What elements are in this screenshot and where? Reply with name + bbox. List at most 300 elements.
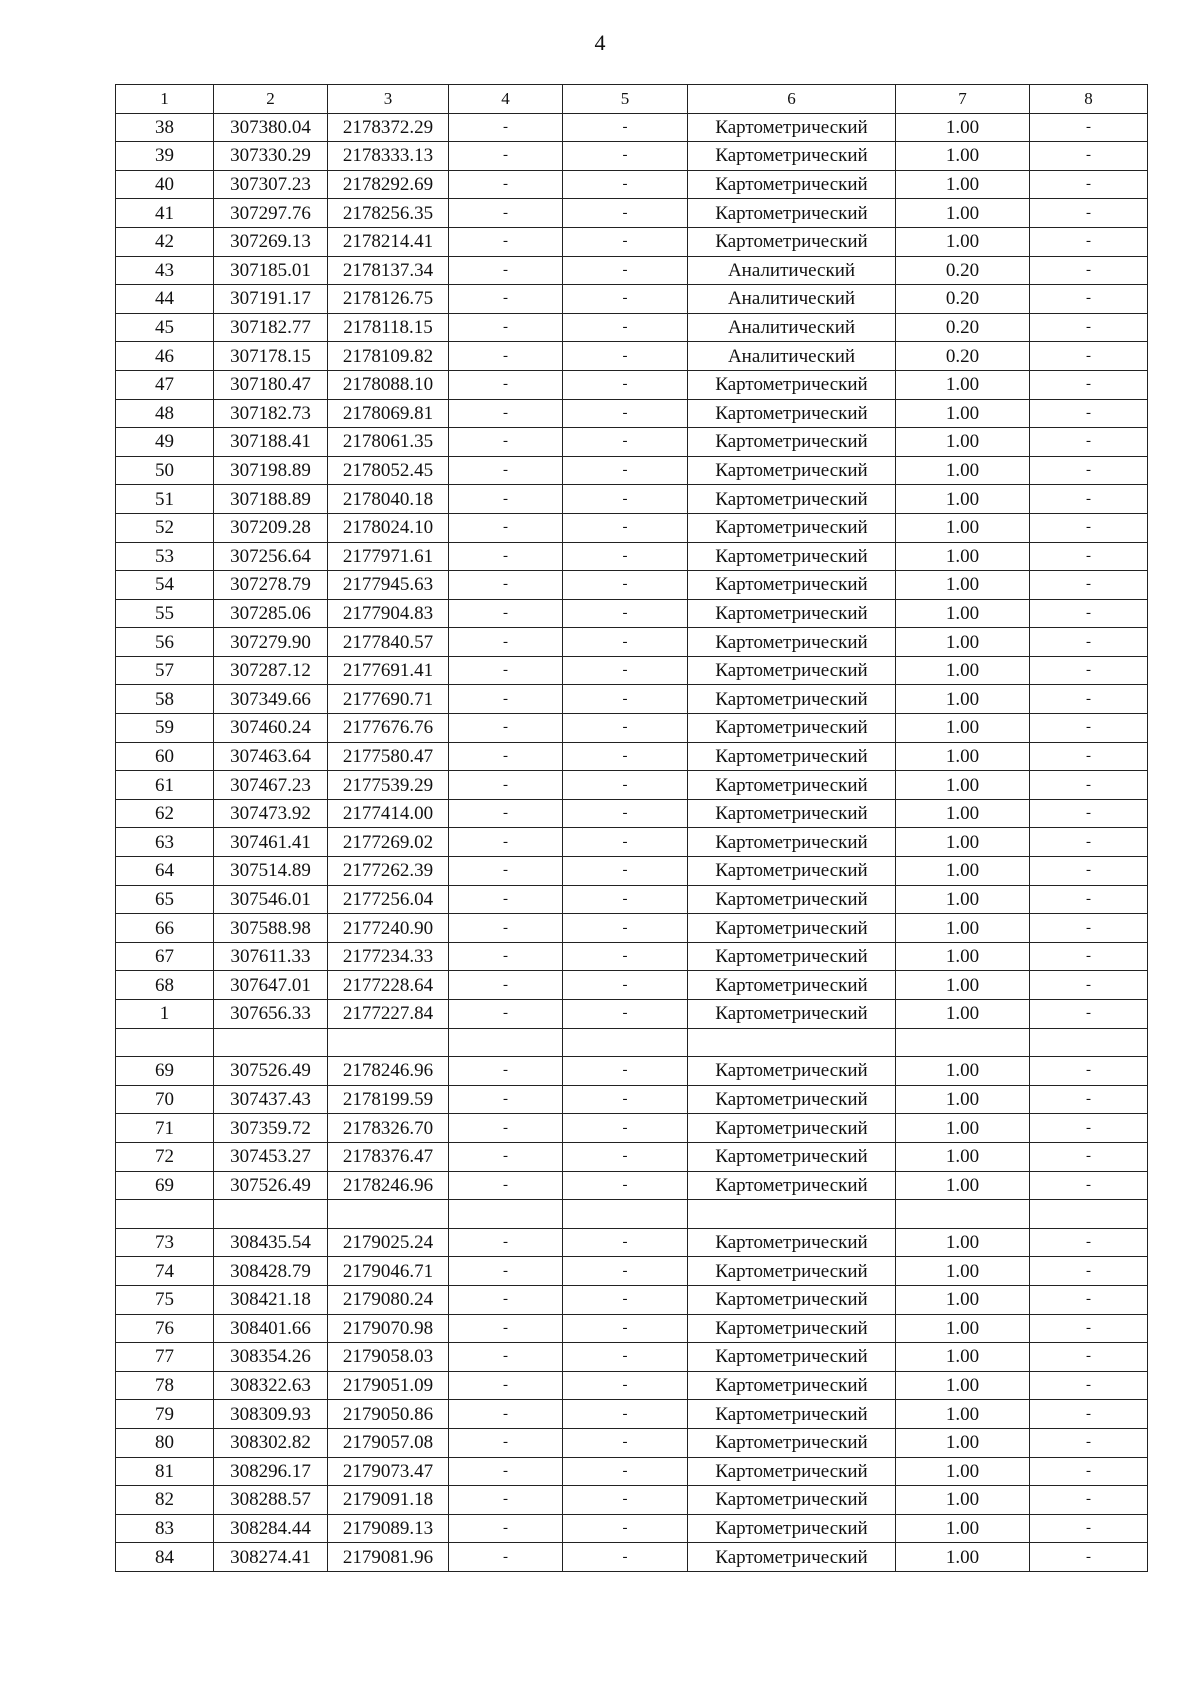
column-4-cell: - — [449, 714, 563, 743]
method-cell: Картометрический — [688, 1343, 896, 1372]
precision-cell: 1.00 — [896, 885, 1030, 914]
method-cell: Картометрический — [688, 513, 896, 542]
method-cell: Картометрический — [688, 1057, 896, 1086]
y-coordinate-cell: 2179080.24 — [328, 1285, 449, 1314]
table-row — [116, 342, 1148, 371]
precision-cell — [896, 1200, 1030, 1229]
column-5-cell: - — [563, 828, 688, 857]
column-5-cell: - — [563, 542, 688, 571]
x-coordinate-cell: 307461.41 — [214, 828, 328, 857]
precision-cell: 1.00 — [896, 799, 1030, 828]
column-4-cell: - — [449, 1114, 563, 1143]
precision-cell: 1.00 — [896, 1285, 1030, 1314]
column-8-cell: - — [1030, 714, 1148, 743]
x-coordinate-cell: 307467.23 — [214, 771, 328, 800]
point-number-cell: 1 — [116, 1000, 214, 1029]
x-coordinate-cell: 307188.89 — [214, 485, 328, 514]
method-cell: Картометрический — [688, 771, 896, 800]
column-8-cell: - — [1030, 1142, 1148, 1171]
x-coordinate-cell: 308302.82 — [214, 1428, 328, 1457]
x-coordinate-cell: 307269.13 — [214, 227, 328, 256]
point-number-cell: 60 — [116, 742, 214, 771]
column-8-cell: - — [1030, 914, 1148, 943]
precision-cell: 1.00 — [896, 1257, 1030, 1286]
method-cell: Картометрический — [688, 1085, 896, 1114]
x-coordinate-cell: 307359.72 — [214, 1114, 328, 1143]
table-row — [116, 857, 1148, 886]
column-8-cell: - — [1030, 485, 1148, 514]
column-4-cell: - — [449, 542, 563, 571]
column-8-cell: - — [1030, 1343, 1148, 1372]
y-coordinate-cell: 2178246.96 — [328, 1057, 449, 1086]
point-number-cell: 39 — [116, 142, 214, 171]
x-coordinate-cell: 307514.89 — [214, 857, 328, 886]
column-8-cell — [1030, 1200, 1148, 1229]
table-row — [116, 914, 1148, 943]
column-5-cell: - — [563, 1400, 688, 1429]
y-coordinate-cell: 2179025.24 — [328, 1228, 449, 1257]
column-8-cell: - — [1030, 370, 1148, 399]
point-number-cell: 46 — [116, 342, 214, 371]
table-row — [116, 370, 1148, 399]
column-8-cell: - — [1030, 428, 1148, 457]
column-5-cell: - — [563, 1114, 688, 1143]
x-coordinate-cell: 307453.27 — [214, 1142, 328, 1171]
column-5-cell: - — [563, 1428, 688, 1457]
method-cell: Картометрический — [688, 799, 896, 828]
point-number-cell: 75 — [116, 1285, 214, 1314]
table-row — [116, 1171, 1148, 1200]
precision-cell: 1.00 — [896, 1314, 1030, 1343]
column-8-cell: - — [1030, 1371, 1148, 1400]
precision-cell: 1.00 — [896, 113, 1030, 142]
x-coordinate-cell: 308354.26 — [214, 1343, 328, 1372]
table-row — [116, 1000, 1148, 1029]
column-8-cell: - — [1030, 1228, 1148, 1257]
precision-cell: 1.00 — [896, 742, 1030, 771]
point-number-cell: 53 — [116, 542, 214, 571]
y-coordinate-cell: 2177414.00 — [328, 799, 449, 828]
point-number-cell: 59 — [116, 714, 214, 743]
table-row — [116, 1514, 1148, 1543]
x-coordinate-cell: 308288.57 — [214, 1486, 328, 1515]
table-row — [116, 227, 1148, 256]
column-4-cell: - — [449, 1400, 563, 1429]
x-coordinate-cell: 307546.01 — [214, 885, 328, 914]
column-header: 6 — [688, 85, 896, 114]
column-8-cell: - — [1030, 1257, 1148, 1286]
column-header: 1 — [116, 85, 214, 114]
column-4-cell: - — [449, 799, 563, 828]
x-coordinate-cell: 307647.01 — [214, 971, 328, 1000]
column-8-cell: - — [1030, 799, 1148, 828]
precision-cell: 1.00 — [896, 914, 1030, 943]
precision-cell: 1.00 — [896, 485, 1030, 514]
column-4-cell: - — [449, 1228, 563, 1257]
method-cell: Картометрический — [688, 1428, 896, 1457]
column-5-cell: - — [563, 1543, 688, 1572]
table-row — [116, 1228, 1148, 1257]
precision-cell: 1.00 — [896, 1371, 1030, 1400]
method-cell: Картометрический — [688, 370, 896, 399]
point-number-cell: 54 — [116, 571, 214, 600]
table-row — [116, 1257, 1148, 1286]
y-coordinate-cell: 2179081.96 — [328, 1543, 449, 1572]
column-5-cell: - — [563, 313, 688, 342]
column-4-cell: - — [449, 227, 563, 256]
y-coordinate-cell: 2179050.86 — [328, 1400, 449, 1429]
column-5-cell: - — [563, 628, 688, 657]
point-number-cell: 77 — [116, 1343, 214, 1372]
precision-cell: 1.00 — [896, 542, 1030, 571]
method-cell: Картометрический — [688, 428, 896, 457]
column-4-cell: - — [449, 456, 563, 485]
precision-cell: 1.00 — [896, 971, 1030, 1000]
column-8-cell: - — [1030, 1428, 1148, 1457]
column-5-cell: - — [563, 370, 688, 399]
column-5-cell: - — [563, 428, 688, 457]
y-coordinate-cell: 2179089.13 — [328, 1514, 449, 1543]
column-8-cell: - — [1030, 1000, 1148, 1029]
precision-cell: 1.00 — [896, 1114, 1030, 1143]
column-4-cell: - — [449, 1343, 563, 1372]
precision-cell: 1.00 — [896, 1514, 1030, 1543]
column-4-cell — [449, 1028, 563, 1057]
point-number-cell: 83 — [116, 1514, 214, 1543]
column-8-cell: - — [1030, 1514, 1148, 1543]
y-coordinate-cell: 2179057.08 — [328, 1428, 449, 1457]
column-4-cell: - — [449, 199, 563, 228]
column-5-cell: - — [563, 1457, 688, 1486]
column-8-cell: - — [1030, 656, 1148, 685]
x-coordinate-cell: 308401.66 — [214, 1314, 328, 1343]
column-4-cell: - — [449, 370, 563, 399]
column-5-cell: - — [563, 742, 688, 771]
x-coordinate-cell: 307278.79 — [214, 571, 328, 600]
table-row — [116, 742, 1148, 771]
table-row — [116, 285, 1148, 314]
x-coordinate-cell: 307287.12 — [214, 656, 328, 685]
x-coordinate-cell — [214, 1200, 328, 1229]
y-coordinate-cell: 2179091.18 — [328, 1486, 449, 1515]
point-number-cell: 42 — [116, 227, 214, 256]
column-5-cell: - — [563, 1486, 688, 1515]
precision-cell: 1.00 — [896, 370, 1030, 399]
y-coordinate-cell: 2178040.18 — [328, 485, 449, 514]
page-number: 4 — [594, 30, 606, 55]
x-coordinate-cell: 308274.41 — [214, 1543, 328, 1572]
column-8-cell: - — [1030, 742, 1148, 771]
x-coordinate-cell: 307588.98 — [214, 914, 328, 943]
column-8-cell: - — [1030, 1314, 1148, 1343]
method-cell: Картометрический — [688, 1142, 896, 1171]
column-4-cell: - — [449, 1371, 563, 1400]
table-row — [116, 485, 1148, 514]
x-coordinate-cell: 307611.33 — [214, 942, 328, 971]
method-cell: Картометрический — [688, 227, 896, 256]
y-coordinate-cell: 2178118.15 — [328, 313, 449, 342]
column-5-cell: - — [563, 1314, 688, 1343]
column-4-cell: - — [449, 170, 563, 199]
column-5-cell: - — [563, 1000, 688, 1029]
point-number-cell: 74 — [116, 1257, 214, 1286]
method-cell: Картометрический — [688, 628, 896, 657]
column-8-cell: - — [1030, 456, 1148, 485]
point-number-cell: 51 — [116, 485, 214, 514]
table-row — [116, 1200, 1148, 1229]
table-row — [116, 1543, 1148, 1572]
precision-cell: 1.00 — [896, 628, 1030, 657]
x-coordinate-cell: 307526.49 — [214, 1057, 328, 1086]
precision-cell: 1.00 — [896, 513, 1030, 542]
column-5-cell: - — [563, 513, 688, 542]
method-cell: Картометрический — [688, 456, 896, 485]
point-number-cell: 80 — [116, 1428, 214, 1457]
y-coordinate-cell: 2179046.71 — [328, 1257, 449, 1286]
column-4-cell: - — [449, 828, 563, 857]
point-number-cell: 62 — [116, 799, 214, 828]
x-coordinate-cell: 307182.73 — [214, 399, 328, 428]
point-number-cell: 52 — [116, 513, 214, 542]
precision-cell: 1.00 — [896, 1428, 1030, 1457]
y-coordinate-cell: 2177904.83 — [328, 599, 449, 628]
column-8-cell: - — [1030, 170, 1148, 199]
method-cell: Картометрический — [688, 971, 896, 1000]
precision-cell: 1.00 — [896, 828, 1030, 857]
column-4-cell: - — [449, 628, 563, 657]
column-4-cell: - — [449, 1057, 563, 1086]
y-coordinate-cell: 2177971.61 — [328, 542, 449, 571]
x-coordinate-cell: 307460.24 — [214, 714, 328, 743]
method-cell: Картометрический — [688, 1543, 896, 1572]
column-5-cell: - — [563, 685, 688, 714]
x-coordinate-cell: 307279.90 — [214, 628, 328, 657]
column-8-cell: - — [1030, 628, 1148, 657]
column-4-cell: - — [449, 971, 563, 1000]
x-coordinate-cell: 308322.63 — [214, 1371, 328, 1400]
column-5-cell: - — [563, 971, 688, 1000]
column-4-cell: - — [449, 1142, 563, 1171]
column-8-cell: - — [1030, 1543, 1148, 1572]
y-coordinate-cell: 2177228.64 — [328, 971, 449, 1000]
y-coordinate-cell — [328, 1028, 449, 1057]
method-cell: Картометрический — [688, 1400, 896, 1429]
table-row — [116, 1114, 1148, 1143]
column-4-cell: - — [449, 1285, 563, 1314]
y-coordinate-cell: 2178088.10 — [328, 370, 449, 399]
y-coordinate-cell: 2179058.03 — [328, 1343, 449, 1372]
method-cell: Картометрический — [688, 571, 896, 600]
column-8-cell: - — [1030, 142, 1148, 171]
table-body — [116, 85, 1148, 1572]
y-coordinate-cell: 2178246.96 — [328, 1171, 449, 1200]
y-coordinate-cell: 2178069.81 — [328, 399, 449, 428]
column-4-cell: - — [449, 885, 563, 914]
precision-cell: 0.20 — [896, 342, 1030, 371]
precision-cell: 1.00 — [896, 170, 1030, 199]
column-5-cell: - — [563, 485, 688, 514]
point-number-cell: 44 — [116, 285, 214, 314]
precision-cell: 1.00 — [896, 771, 1030, 800]
column-5-cell: - — [563, 1085, 688, 1114]
column-8-cell: - — [1030, 828, 1148, 857]
precision-cell: 1.00 — [896, 571, 1030, 600]
x-coordinate-cell: 307178.15 — [214, 342, 328, 371]
column-8-cell: - — [1030, 857, 1148, 886]
method-cell: Картометрический — [688, 714, 896, 743]
point-number-cell: 71 — [116, 1114, 214, 1143]
point-number-cell: 61 — [116, 771, 214, 800]
table-row — [116, 513, 1148, 542]
table-row — [116, 399, 1148, 428]
precision-cell: 1.00 — [896, 942, 1030, 971]
precision-cell: 1.00 — [896, 456, 1030, 485]
point-number-cell: 66 — [116, 914, 214, 943]
y-coordinate-cell: 2178126.75 — [328, 285, 449, 314]
column-8-cell: - — [1030, 571, 1148, 600]
y-coordinate-cell: 2177269.02 — [328, 828, 449, 857]
column-5-cell: - — [563, 142, 688, 171]
point-number-cell: 43 — [116, 256, 214, 285]
x-coordinate-cell: 307437.43 — [214, 1085, 328, 1114]
precision-cell: 1.00 — [896, 857, 1030, 886]
method-cell: Аналитический — [688, 313, 896, 342]
column-4-cell — [449, 1200, 563, 1229]
column-5-cell: - — [563, 714, 688, 743]
precision-cell: 1.00 — [896, 1228, 1030, 1257]
precision-cell: 1.00 — [896, 1142, 1030, 1171]
method-cell: Аналитический — [688, 342, 896, 371]
method-cell: Картометрический — [688, 1114, 896, 1143]
column-4-cell: - — [449, 656, 563, 685]
point-number-cell: 45 — [116, 313, 214, 342]
table-row — [116, 599, 1148, 628]
y-coordinate-cell: 2177690.71 — [328, 685, 449, 714]
column-5-cell — [563, 1028, 688, 1057]
method-cell: Картометрический — [688, 1457, 896, 1486]
precision-cell: 1.00 — [896, 1457, 1030, 1486]
column-5-cell: - — [563, 170, 688, 199]
y-coordinate-cell: 2178376.47 — [328, 1142, 449, 1171]
column-4-cell: - — [449, 513, 563, 542]
column-4-cell: - — [449, 399, 563, 428]
column-header: 4 — [449, 85, 563, 114]
column-4-cell: - — [449, 1257, 563, 1286]
column-8-cell: - — [1030, 1400, 1148, 1429]
method-cell: Картометрический — [688, 1228, 896, 1257]
column-header: 3 — [328, 85, 449, 114]
precision-cell: 1.00 — [896, 399, 1030, 428]
point-number-cell — [116, 1200, 214, 1229]
method-cell: Картометрический — [688, 656, 896, 685]
column-4-cell: - — [449, 1514, 563, 1543]
column-4-cell: - — [449, 142, 563, 171]
y-coordinate-cell: 2178024.10 — [328, 513, 449, 542]
precision-cell: 1.00 — [896, 1486, 1030, 1515]
table-row — [116, 828, 1148, 857]
point-number-cell: 81 — [116, 1457, 214, 1486]
column-5-cell — [563, 1200, 688, 1229]
table-row — [116, 656, 1148, 685]
y-coordinate-cell: 2177840.57 — [328, 628, 449, 657]
y-coordinate-cell: 2178372.29 — [328, 113, 449, 142]
column-8-cell: - — [1030, 942, 1148, 971]
point-number-cell: 79 — [116, 1400, 214, 1429]
table-row — [116, 313, 1148, 342]
table-row — [116, 1428, 1148, 1457]
table-row — [116, 199, 1148, 228]
y-coordinate-cell: 2178214.41 — [328, 227, 449, 256]
method-cell: Картометрический — [688, 142, 896, 171]
table-row — [116, 1085, 1148, 1114]
point-number-cell: 76 — [116, 1314, 214, 1343]
column-8-cell: - — [1030, 227, 1148, 256]
column-5-cell: - — [563, 914, 688, 943]
column-4-cell: - — [449, 1171, 563, 1200]
x-coordinate-cell: 307188.41 — [214, 428, 328, 457]
y-coordinate-cell: 2179070.98 — [328, 1314, 449, 1343]
y-coordinate-cell: 2178137.34 — [328, 256, 449, 285]
precision-cell: 0.20 — [896, 313, 1030, 342]
column-5-cell: - — [563, 571, 688, 600]
column-5-cell: - — [563, 1142, 688, 1171]
precision-cell: 1.00 — [896, 1000, 1030, 1029]
column-4-cell: - — [449, 1085, 563, 1114]
column-5-cell: - — [563, 656, 688, 685]
column-5-cell: - — [563, 942, 688, 971]
point-number-cell: 55 — [116, 599, 214, 628]
column-4-cell: - — [449, 771, 563, 800]
table-row — [116, 971, 1148, 1000]
point-number-cell: 57 — [116, 656, 214, 685]
method-cell: Картометрический — [688, 599, 896, 628]
column-header: 2 — [214, 85, 328, 114]
y-coordinate-cell: 2177262.39 — [328, 857, 449, 886]
table-row — [116, 170, 1148, 199]
table-row — [116, 428, 1148, 457]
precision-cell: 1.00 — [896, 1400, 1030, 1429]
column-header: 5 — [563, 85, 688, 114]
method-cell: Картометрический — [688, 1000, 896, 1029]
precision-cell: 1.00 — [896, 428, 1030, 457]
method-cell: Картометрический — [688, 170, 896, 199]
method-cell: Картометрический — [688, 885, 896, 914]
table-row — [116, 1371, 1148, 1400]
column-8-cell: - — [1030, 513, 1148, 542]
column-5-cell: - — [563, 1285, 688, 1314]
precision-cell: 1.00 — [896, 142, 1030, 171]
column-5-cell: - — [563, 885, 688, 914]
precision-cell: 1.00 — [896, 656, 1030, 685]
column-8-cell: - — [1030, 313, 1148, 342]
column-header: 8 — [1030, 85, 1148, 114]
column-4-cell: - — [449, 1486, 563, 1515]
column-4-cell: - — [449, 685, 563, 714]
column-4-cell: - — [449, 1428, 563, 1457]
precision-cell: 1.00 — [896, 1171, 1030, 1200]
table-row — [116, 1400, 1148, 1429]
table-header-row — [116, 85, 1148, 114]
x-coordinate-cell: 307182.77 — [214, 313, 328, 342]
y-coordinate-cell: 2177539.29 — [328, 771, 449, 800]
x-coordinate-cell: 307307.23 — [214, 170, 328, 199]
x-coordinate-cell: 307526.49 — [214, 1171, 328, 1200]
column-4-cell: - — [449, 313, 563, 342]
method-cell: Картометрический — [688, 1314, 896, 1343]
precision-cell: 0.20 — [896, 285, 1030, 314]
method-cell: Картометрический — [688, 199, 896, 228]
x-coordinate-cell: 307180.47 — [214, 370, 328, 399]
